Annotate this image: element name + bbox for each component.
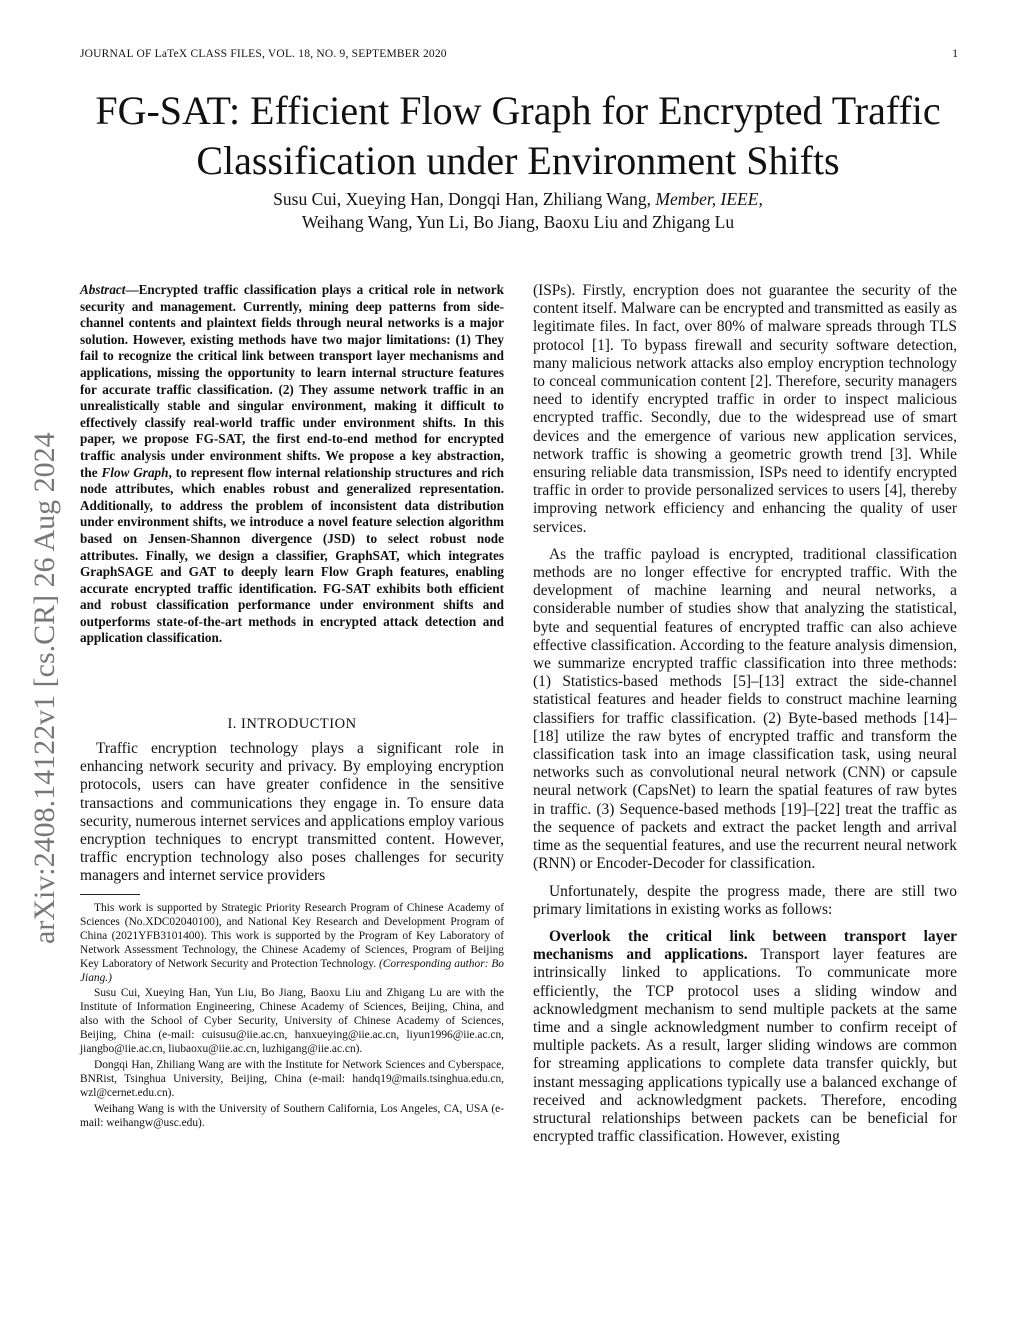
section-heading-introduction: I. INTRODUCTION — [227, 716, 357, 732]
intro-paragraph-1: Traffic encryption technology plays a significant role in enhancing network security and privacy. By employing encryption protocols, users can have greater confidence in the sensitive transactions and communications they engage in. To ensure data security, numerous internet services and applications employ various encryption techniques to encrypt transmitted content. However, traffic encryption technology also poses challenges for security managers and internet service providers — [80, 740, 504, 885]
footnote-affiliation-2: Dongqi Han, Zhiliang Wang are with the Institute for Network Sciences and Cyberspace, BNRist, Tsinghua University, Beijing, China (e-mail: handq19@mails.tsinghua.edu.cn, wzl@cernet.edu.cn). — [80, 1058, 504, 1099]
limitation-1-text: Transport layer features are intrinsically linked to applications. To communicate more efficiently, the TCP protocol uses a sliding window and acknowledgment mechanism to send multiple packets at the same time and a single acknowledgment number to confirm receipt of multiple packets. As a result, larger sliding windows are common for streaming applications to complete data transfer quickly, but instant messaging applications typically use a balanced exchange of received and acknowledgment packets. Therefore, encoding structural relationships between packets can be beneficial for encrypted traffic classification. However, existing — [533, 946, 957, 1146]
right-paragraph-4 — [533, 928, 957, 1146]
corresponding-author: (Corresponding author: Bo Jiang.) — [80, 957, 504, 984]
footnote-funding-text: This work is supported by Strategic Priority Research Program of Chinese Academy of Sciences (No.XDC02040100), and National Key Research and Development Program of China (2021YFB3101400). This work is supported by the Program of Key Laboratory of Network Assessment Technology, the Chinese Academy of Sciences, Program of Beijing Key Laboratory of Network Security and Protection Technology. — [80, 902, 504, 970]
footnote-divider — [80, 894, 140, 895]
page-number: 1 — [952, 48, 958, 60]
authors-line-2: Weihang Wang, Yun Li, Bo Jiang, Baoxu Liu and Zhigang Lu — [301, 212, 735, 232]
footnote-funding — [80, 902, 504, 985]
ieee-membership: Member, IEEE, — [655, 189, 763, 209]
footnotes — [80, 902, 504, 1133]
abstract-text-1: —Encrypted traffic classification plays a critical role in network security and management. Currently, mining deep patterns from side-channel contents and plaintext fields through neural networks is a major solution. However, existing methods have two major limitations: (1) They fail to recognize the critical link between transport layer mechanisms and applications, missing the opportunity to learn internal structure features for accurate traffic classification. (2) They assume network traffic in an unrealistically stable and singular environment, making it difficult to effectively classify real-world traffic under environment shifts. In this paper, we propose FG-SAT, the first end-to-end method for encrypted traffic analysis under environment shifts. We propose a key abstraction, the — [80, 282, 504, 480]
right-paragraph-3: Unfortunately, despite the progress made, there are still two primary limitations in existing works as follows: — [533, 882, 957, 918]
right-column — [533, 282, 957, 1155]
limitation-1-heading: Overlook the critical link between transport layer mechanisms and applications. — [533, 927, 957, 964]
abstract-flow-graph: Flow Graph — [101, 464, 169, 480]
abstract-text-2: , to represent flow internal relationship structures and rich node attributes, which enables robust and generalized representation. Additionally, to address the problem of inconsistent data distribution under environment shifts, we introduce a novel feature selection algorithm based on Jensen-Shannon divergence (JSD) to select robust node attributes. Finally, we design a classifier, GraphSAT, which integrates GraphSAGE and GAT to deeply learn Flow Graph features, enabling accurate encrypted traffic identification. FG-SAT exhibits both efficient and robust classification performance under environment shifts and outperforms state-of-the-art methods in encrypted attack detection and application classification. — [80, 464, 504, 646]
right-paragraph-1: (ISPs). Firstly, encryption does not guarantee the security of the content itself. Malware can be encrypted and transmitted as easily as legitimate files. In fact, over 80% of malware spreads through TLS protocol [1]. To bypass firewall and security software detection, many malicious network attacks also employ encryption technology to conceal communication content [2]. Therefore, security managers need to identify encrypted traffic in order to inspect malicious encrypted traffic. Secondly, due to the widespread use of smart devices and the emergence of various new application services, network traffic is showing a geometric growth trend [3]. While ensuring reliable data transmission, ISPs need to identify encrypted traffic in order to provide personalized services to users [4], thereby improving network efficiency and enhancing the quality of user services. — [533, 282, 957, 536]
footnote-affiliation-3: Weihang Wang is with the University of Southern California, Los Angeles, CA, USA (e-mail: weihangw@usc.edu). — [80, 1102, 504, 1129]
arxiv-identifier: arXiv:2408.14122v1 [cs.CR] 26 Aug 2024 — [28, 432, 61, 944]
right-paragraph-2: As the traffic payload is encrypted, traditional classification methods are no longer effective for encrypted traffic. With the development of machine learning and neural networks, a considerable number of studies show that analyzing the statistical, byte and sequential features of encrypted traffic can also achieve effective classification. According to the feature analysis dimension, we summarize encrypted traffic classification into three methods: (1) Statistics-based methods [5]–[13] extract the side-channel statistical features and header fields to construct machine learning classifiers for traffic classification. (2) Byte-based methods [14]–[18] utilize the raw bytes of encrypted traffic and transform the classification task into an image classification task, using neural networks such as convolutional neural network (CNN) or capsule neural network (CapsNet) to learn the spatial features of raw bytes in traffic. (3) Sequence-based methods [19]–[22] treat the traffic as the sequence of packets and extract the packet length and arrival time as the sequential features, and use the recurrent neural network (RNN) or Encoder-Decoder for classification. — [533, 545, 957, 873]
author-list — [70, 188, 966, 234]
authors-line-1: Susu Cui, Xueying Han, Dongqi Han, Zhiliang Wang, — [273, 189, 652, 209]
running-header: JOURNAL OF LaTeX CLASS FILES, VOL. 18, NO. 9, SEPTEMBER 2020 — [80, 48, 447, 60]
abstract — [80, 282, 504, 647]
paper-title — [70, 86, 966, 186]
title-line-1: FG-SAT: Efficient Flow Graph for Encrypted Traffic — [95, 88, 941, 133]
title-line-2: Classification under Environment Shifts — [196, 138, 840, 183]
abstract-lead: Abstract — [80, 282, 126, 297]
introduction-left — [80, 740, 504, 895]
footnote-affiliation-1: Susu Cui, Xueying Han, Yun Liu, Bo Jiang, Baoxu Liu and Zhigang Lu are with the Institute of Information Engineering, Chinese Academy of Sciences, Beijing, China, and also with the School of Cyber Security, University of Chinese Academy of Sciences, Beijing, China (e-mail: cuisusu@iie.ac.cn, hanxueying@iie.ac.cn, liyun1996@iie.ac.cn, jiangbo@iie.ac.cn, liubaoxu@iie.ac.cn, luzhigang@iie.ac.cn). — [80, 987, 504, 1056]
